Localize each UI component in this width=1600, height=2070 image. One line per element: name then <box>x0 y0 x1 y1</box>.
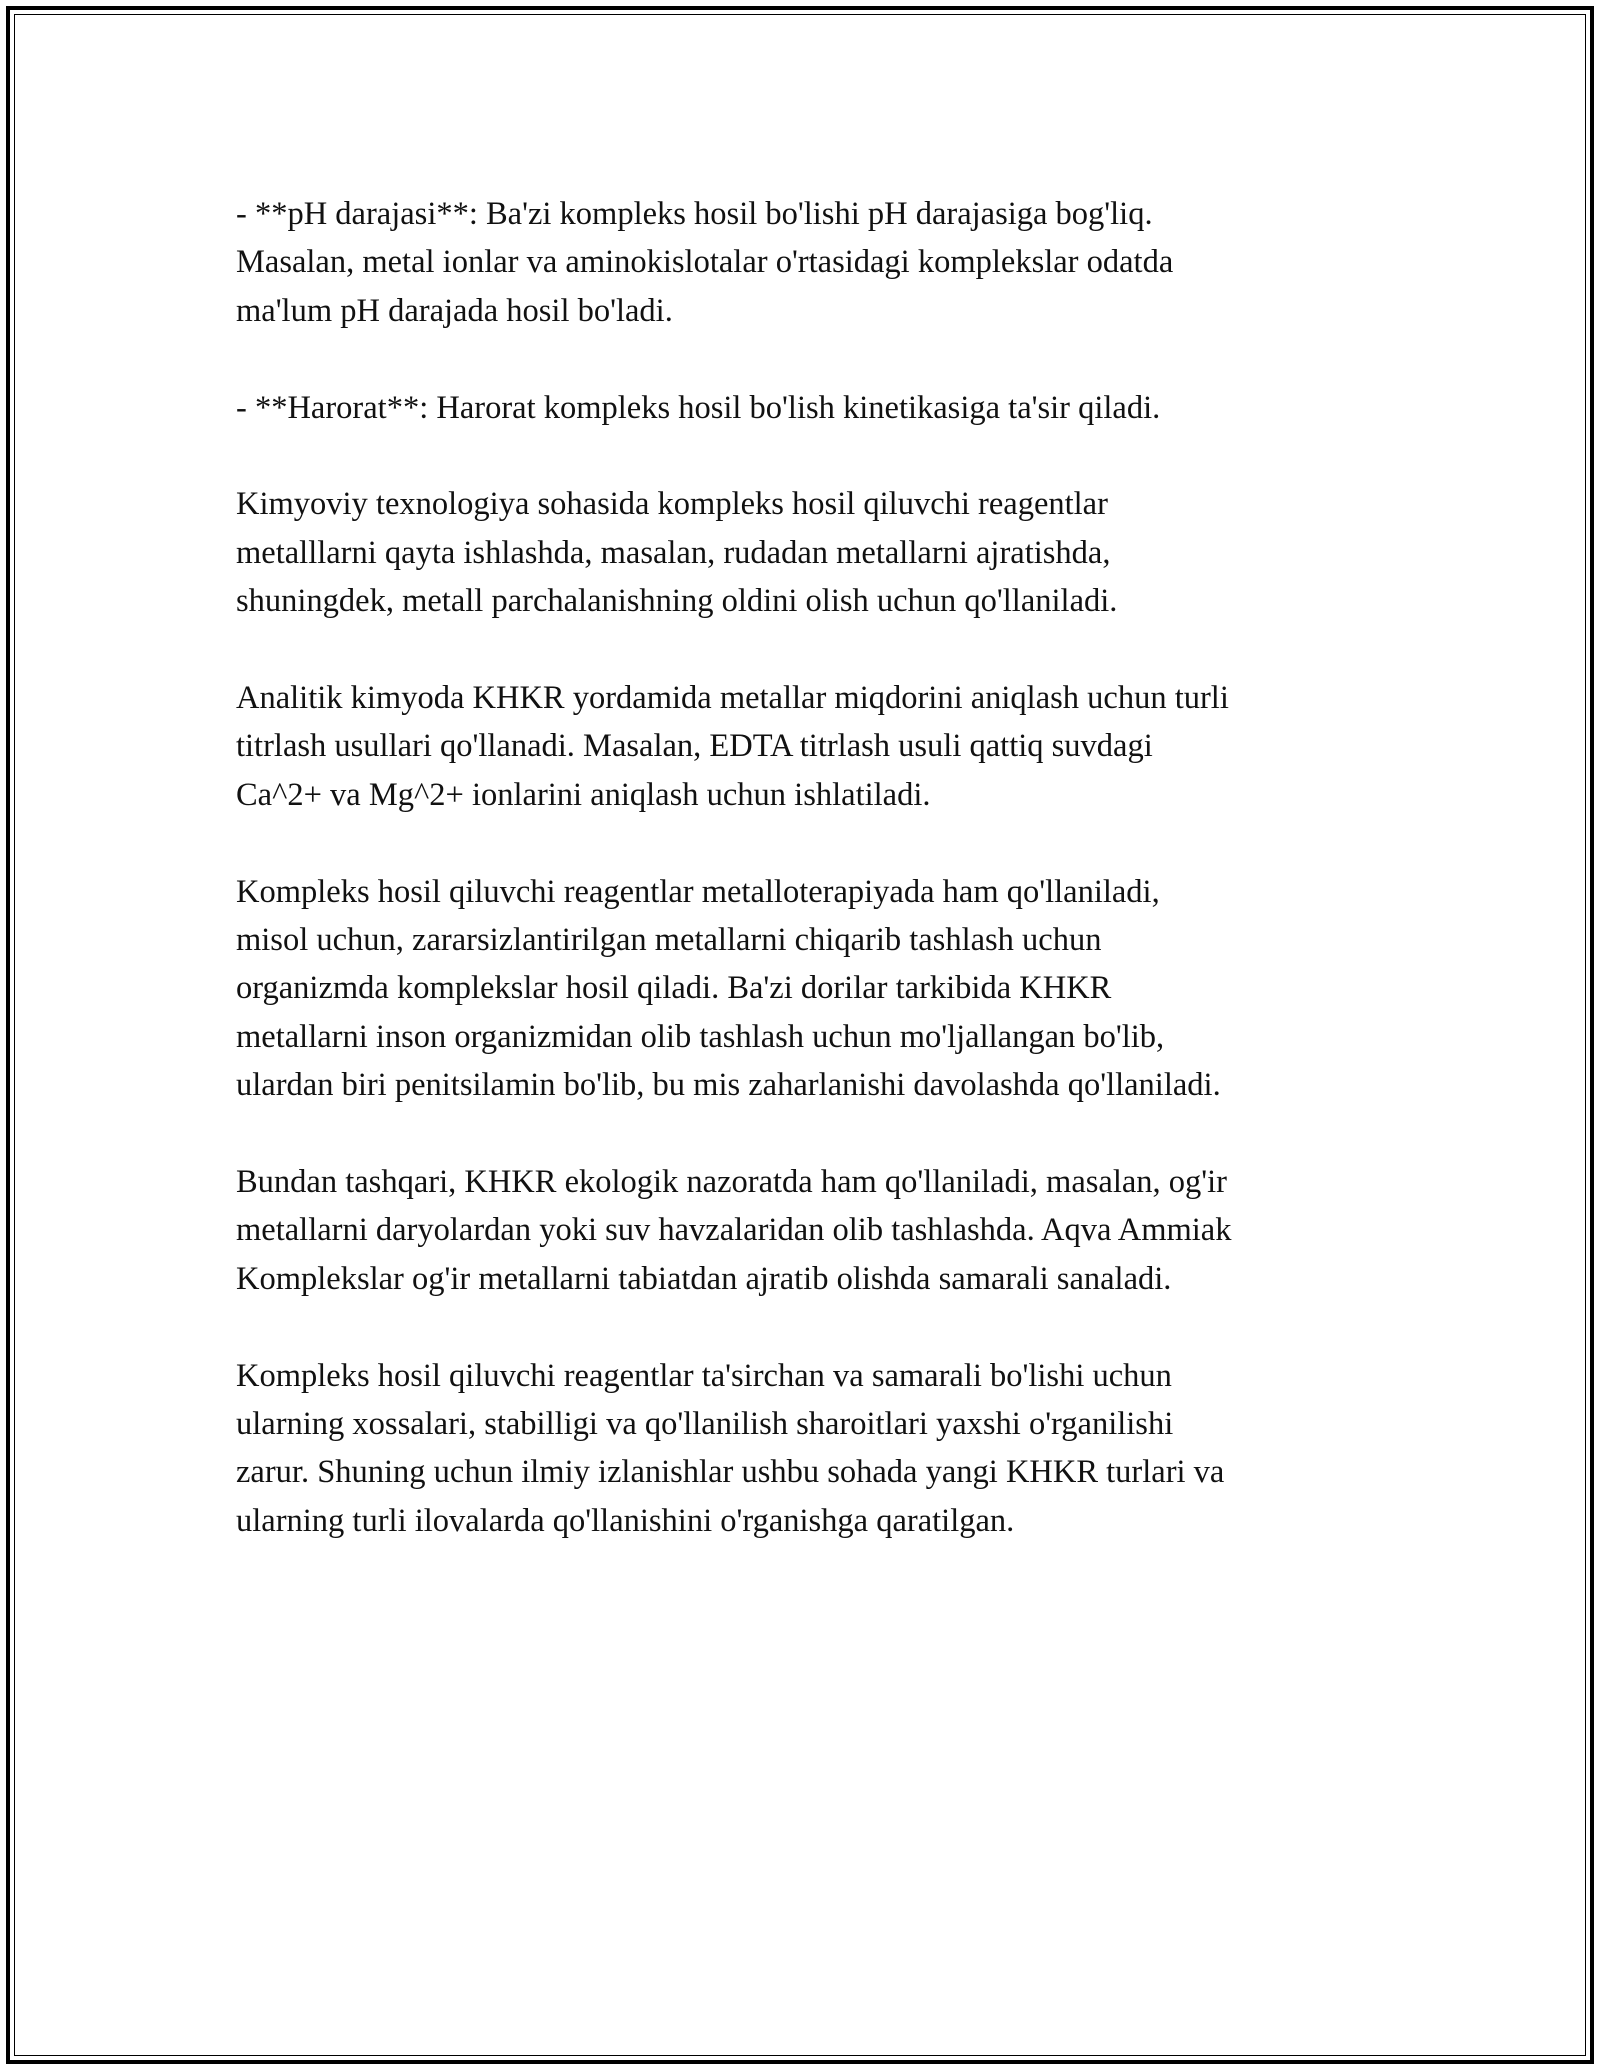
text-line: Kompleks hosil qiluvchi reagentlar metalloterapiyada ham qo'llaniladi, <box>236 873 1160 910</box>
text-line: - **Harorat**: Harorat kompleks hosil bo'lish kinetikasiga ta'sir qiladi. <box>236 389 1161 426</box>
text-line: metallarni inson organizmidan olib tashlash uchun mo'ljallangan bo'lib, <box>236 1018 1165 1055</box>
text-line: Ca^2+ va Mg^2+ ionlarini aniqlash uchun ishlatiladi. <box>236 776 931 813</box>
text-line: Bundan tashqari, KHKR ekologik nazoratda ham qo'llaniladi, masalan, og'ir <box>236 1164 1227 1201</box>
text-line: ularning turli ilovalarda qo'llanishini o'rganishga qaratilgan. <box>236 1502 1015 1539</box>
text-line: misol uchun, zararsizlantirilgan metallarni chiqarib tashlash uchun <box>236 922 1102 959</box>
document-body <box>236 190 1386 1594</box>
paragraph-ph-level <box>236 190 1386 335</box>
paragraph-conclusion <box>236 1352 1386 1546</box>
paragraph-temperature <box>236 384 1386 432</box>
text-line: Analitik kimyoda KHKR yordamida metallar miqdorini aniqlash uchun turli <box>236 680 1229 717</box>
text-line: Kimyoviy texnologiya sohasida kompleks hosil qiluvchi reagentlar <box>236 486 1108 523</box>
paragraph-chemical-technology <box>236 480 1386 625</box>
text-line: Komplekslar og'ir metallarni tabiatdan ajratib olishda samarali sanaladi. <box>236 1260 1172 1297</box>
text-line: ulardan biri penitsilamin bo'lib, bu mis zaharlanishi davolashda qo'llaniladi. <box>236 1067 1221 1104</box>
text-line: metallarni daryolardan yoki suv havzalaridan olib tashlashda. Aqva Ammiak <box>236 1212 1232 1249</box>
text-line: ularning xossalari, stabilligi va qo'llanilish sharoitlari yaxshi o'rganilishi <box>236 1406 1174 1443</box>
text-line: titrlash usullari qo'llanadi. Masalan, EDTA titrlash usuli qattiq suvdagi <box>236 728 1153 765</box>
text-line: zarur. Shuning uchun ilmiy izlanishlar ushbu sohada yangi KHKR turlari va <box>236 1454 1225 1491</box>
paragraph-ecological-control <box>236 1158 1386 1303</box>
text-line: organizmda komplekslar hosil qiladi. Ba'zi dorilar tarkibida KHKR <box>236 970 1112 1007</box>
paragraph-analytical-chemistry <box>236 674 1386 819</box>
text-line: Kompleks hosil qiluvchi reagentlar ta'sirchan va samarali bo'lishi uchun <box>236 1357 1172 1394</box>
text-line: ma'lum pH darajada hosil bo'ladi. <box>236 292 673 329</box>
text-line: shuningdek, metall parchalanishning oldini olish uchun qo'llaniladi. <box>236 583 1118 620</box>
text-line: - **pH darajasi**: Ba'zi kompleks hosil bo'lishi pH darajasiga bog'liq. <box>236 196 1153 232</box>
text-line: Masalan, metal ionlar va aminokislotalar o'rtasidagi komplekslar odatda <box>236 244 1174 281</box>
text-line: metalllarni qayta ishlashda, masalan, rudadan metallarni ajratishda, <box>236 534 1111 571</box>
paragraph-metallotherapy <box>236 868 1386 1110</box>
